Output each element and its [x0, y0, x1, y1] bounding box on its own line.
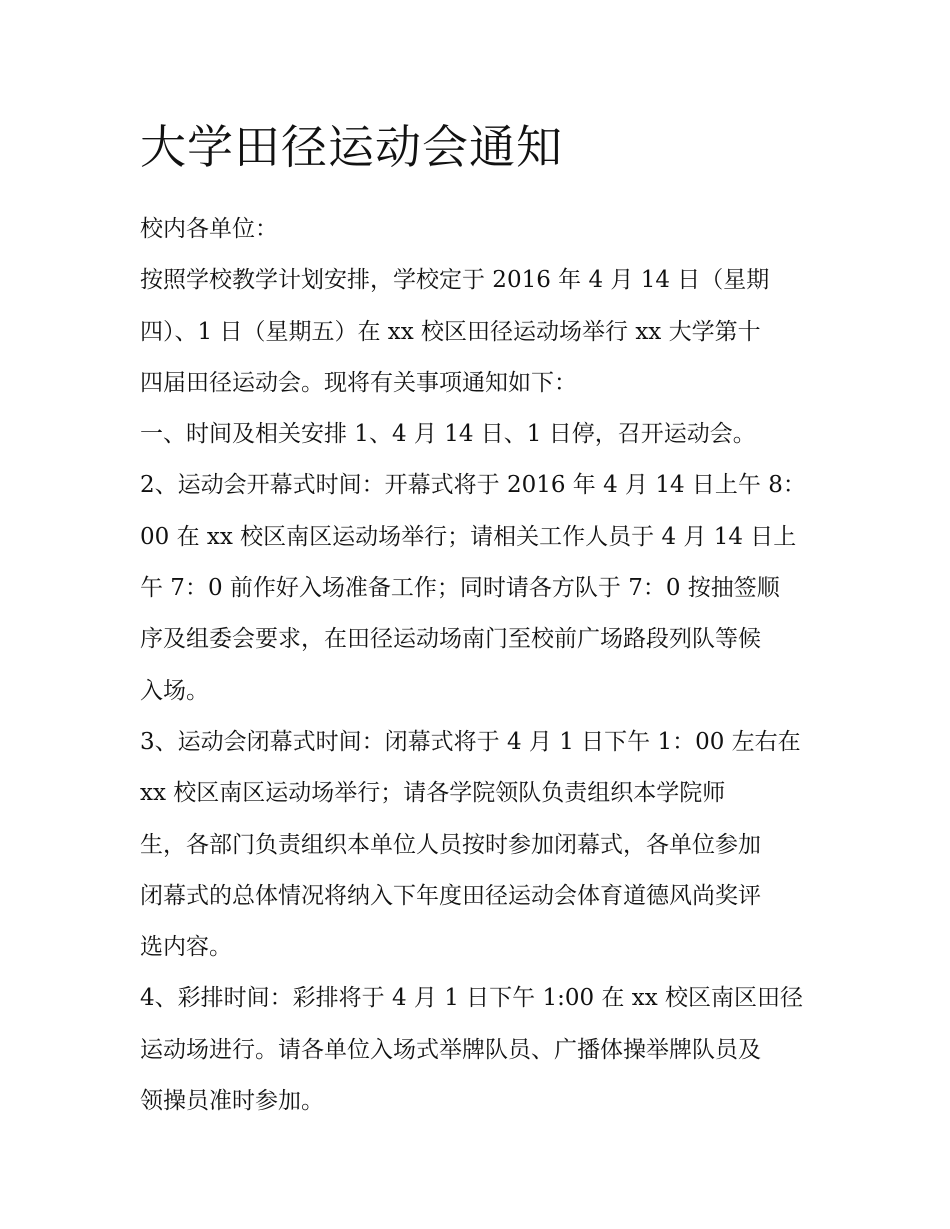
- section-2-line: 午 7：0 前作好入场准备工作；同时请各方队于 7：0 按抽签顺: [140, 575, 780, 602]
- salutation: 校内各单位：: [140, 216, 278, 242]
- section-2-line: 00 在 xx 校区南区运动场举行；请相关工作人员于 4 月 14 日上: [140, 523, 797, 550]
- section-2-line: 入场。: [140, 677, 209, 704]
- section-2-line: 序及组委会要求，在田径运动场南门至校前广场路段列队等候: [140, 626, 761, 653]
- section-4-line: 运动场进行。请各单位入场式举牌队员、广播体操举牌队员及: [140, 1036, 761, 1063]
- section-2-line: 2、运动会开幕式时间：开幕式将于 2016 年 4 月 14 日上午 8：: [140, 472, 806, 499]
- section-3-line: 生，各部门负责组织本单位人员按时参加闭幕式，各单位参加: [140, 831, 761, 858]
- section-4-line: 4、彩排时间：彩排将于 4 月 1 日下午 1:00 在 xx 校区南区田径: [140, 985, 803, 1012]
- section-3-line: 选内容。: [140, 934, 232, 961]
- section-1-line: 一、时间及相关安排 1、4 月 14 日、1 日停，召开运动会。: [140, 421, 756, 448]
- section-3-line: 3、运动会闭幕式时间：闭幕式将于 4 月 1 日下午 1：00 左右在: [140, 728, 801, 755]
- body-line: 按照学校教学计划安排，学校定于 2016 年 4 月 14 日（星期: [140, 267, 770, 294]
- document-title: 大学田径运动会通知: [140, 120, 563, 174]
- section-3-line: 闭幕式的总体情况将纳入下年度田径运动会体育道德风尚奖评: [140, 882, 761, 909]
- document-body: [140, 118, 820, 1127]
- section-3-line: xx 校区南区运动场举行；请各学院领队负责组织本学院师: [140, 780, 726, 807]
- section-4-line: 领操员准时参加。: [140, 1088, 324, 1115]
- body-line: 四届田径运动会。现将有关事项通知如下：: [140, 369, 577, 396]
- body-line: 四）、1 日（星期五）在 xx 校区田径运动场举行 xx 大学第十: [140, 318, 761, 345]
